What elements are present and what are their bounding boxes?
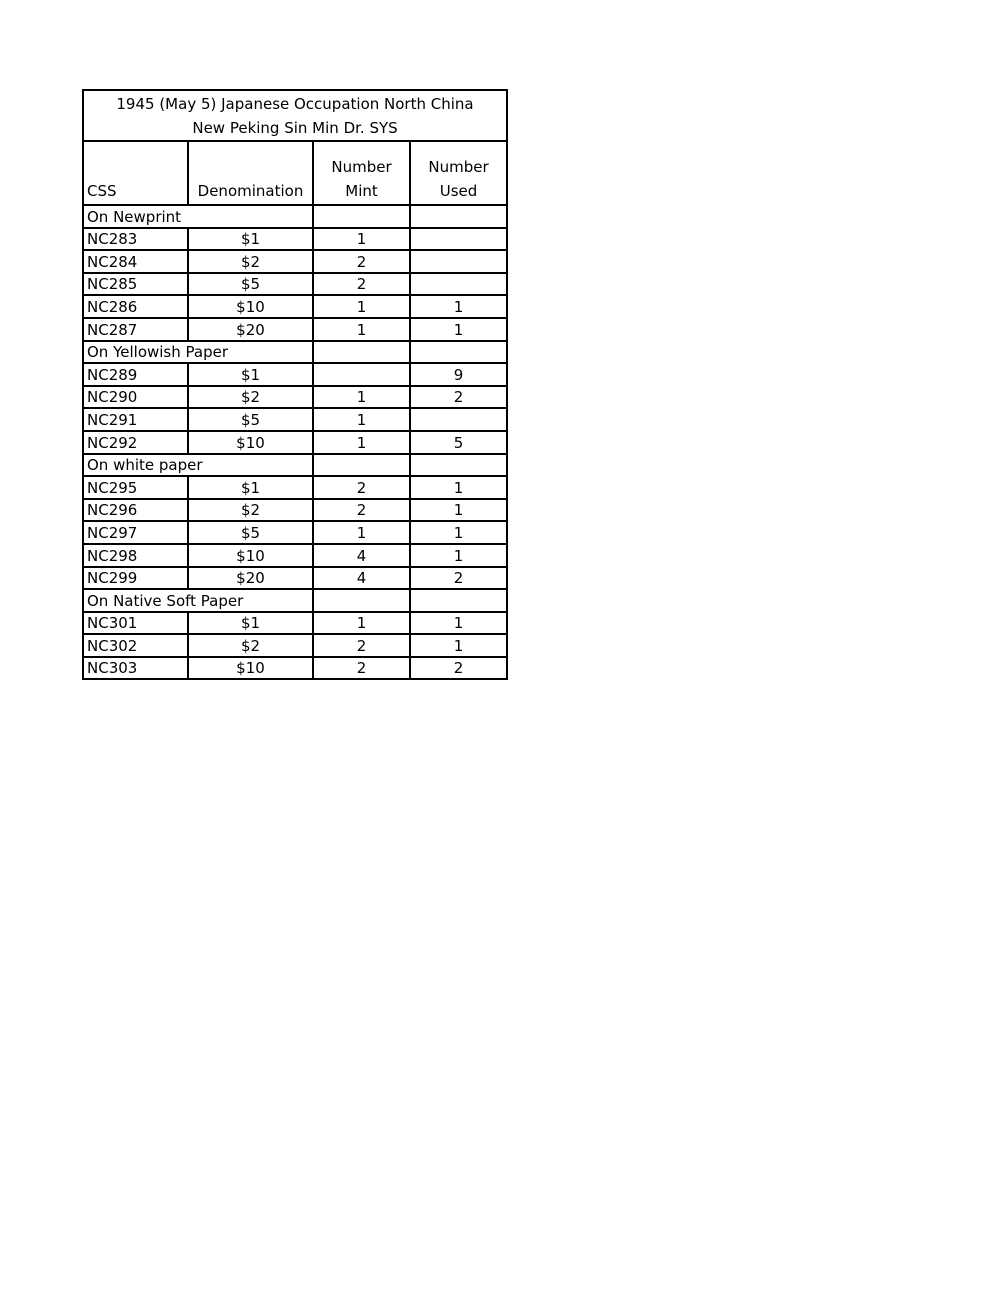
number-used <box>410 228 507 251</box>
css-number: NC298 <box>83 544 188 567</box>
denomination: $20 <box>188 567 313 590</box>
section-used-empty <box>410 205 507 228</box>
section-mint-empty <box>313 589 410 612</box>
denomination: $1 <box>188 228 313 251</box>
number-used: 5 <box>410 431 507 454</box>
css-number: NC295 <box>83 476 188 499</box>
number-used: 1 <box>410 634 507 657</box>
table-row <box>83 228 507 251</box>
denomination: $1 <box>188 363 313 386</box>
table-row <box>83 499 507 522</box>
number-used: 2 <box>410 567 507 590</box>
number-mint: 4 <box>313 544 410 567</box>
denomination: $2 <box>188 634 313 657</box>
header-row <box>83 141 507 205</box>
css-number: NC284 <box>83 250 188 273</box>
number-mint <box>313 363 410 386</box>
table-row <box>83 521 507 544</box>
table-row <box>83 386 507 409</box>
header-mint-line-2: Mint <box>345 182 378 200</box>
denomination: $10 <box>188 544 313 567</box>
table-row <box>83 250 507 273</box>
section-mint-empty <box>313 205 410 228</box>
number-mint: 1 <box>313 612 410 635</box>
stamp-inventory-table <box>82 89 508 680</box>
number-used <box>410 408 507 431</box>
css-number: NC287 <box>83 318 188 341</box>
number-used: 1 <box>410 476 507 499</box>
css-number: NC303 <box>83 657 188 680</box>
header-denomination: Denomination <box>188 141 313 205</box>
css-number: NC299 <box>83 567 188 590</box>
css-number: NC296 <box>83 499 188 522</box>
css-number: NC301 <box>83 612 188 635</box>
denomination: $5 <box>188 273 313 296</box>
table-row <box>83 318 507 341</box>
table-row <box>83 544 507 567</box>
denomination: $2 <box>188 250 313 273</box>
header-used-line-2: Used <box>439 182 478 200</box>
table-row <box>83 295 507 318</box>
number-mint: 1 <box>313 295 410 318</box>
section-used-empty <box>410 341 507 364</box>
table-row <box>83 634 507 657</box>
title-row <box>83 90 507 141</box>
number-mint: 2 <box>313 273 410 296</box>
section-label: On white paper <box>83 454 313 477</box>
number-mint: 4 <box>313 567 410 590</box>
css-number: NC291 <box>83 408 188 431</box>
number-used: 1 <box>410 544 507 567</box>
number-used <box>410 250 507 273</box>
title-line-2: New Peking Sin Min Dr. SYS <box>192 118 398 137</box>
denomination: $10 <box>188 295 313 318</box>
denomination: $2 <box>188 499 313 522</box>
table-row <box>83 431 507 454</box>
css-number: NC297 <box>83 521 188 544</box>
section-label: On Newprint <box>83 205 313 228</box>
table-row <box>83 476 507 499</box>
number-used: 2 <box>410 657 507 680</box>
section-used-empty <box>410 454 507 477</box>
number-mint: 1 <box>313 521 410 544</box>
css-number: NC290 <box>83 386 188 409</box>
number-mint: 2 <box>313 634 410 657</box>
number-used: 9 <box>410 363 507 386</box>
table-row <box>83 408 507 431</box>
number-used: 1 <box>410 318 507 341</box>
number-mint: 2 <box>313 499 410 522</box>
denomination: $2 <box>188 386 313 409</box>
denomination: $1 <box>188 612 313 635</box>
css-number: NC302 <box>83 634 188 657</box>
section-label: On Native Soft Paper <box>83 589 313 612</box>
denomination: $5 <box>188 521 313 544</box>
section-row <box>83 341 507 364</box>
number-mint: 1 <box>313 228 410 251</box>
css-number: NC283 <box>83 228 188 251</box>
title-line-1: 1945 (May 5) Japanese Occupation North China <box>116 94 474 113</box>
number-mint: 2 <box>313 657 410 680</box>
section-row <box>83 205 507 228</box>
number-used: 1 <box>410 499 507 522</box>
section-label: On Yellowish Paper <box>83 341 313 364</box>
number-used <box>410 273 507 296</box>
header-css: CSS <box>83 141 188 205</box>
number-mint: 1 <box>313 431 410 454</box>
header-used-line-1: Number <box>428 158 489 176</box>
denomination: $5 <box>188 408 313 431</box>
table-row <box>83 567 507 590</box>
number-mint: 2 <box>313 476 410 499</box>
table-row <box>83 657 507 680</box>
denomination: $10 <box>188 657 313 680</box>
number-used: 1 <box>410 295 507 318</box>
table-body <box>83 90 507 679</box>
section-mint-empty <box>313 341 410 364</box>
header-mint-line-1: Number <box>331 158 392 176</box>
number-used: 2 <box>410 386 507 409</box>
header-number-used <box>410 141 507 205</box>
css-number: NC286 <box>83 295 188 318</box>
table-row <box>83 273 507 296</box>
header-number-mint <box>313 141 410 205</box>
table-row <box>83 612 507 635</box>
section-used-empty <box>410 589 507 612</box>
number-mint: 1 <box>313 386 410 409</box>
table-title <box>83 90 507 141</box>
number-mint: 1 <box>313 408 410 431</box>
number-used: 1 <box>410 612 507 635</box>
denomination: $10 <box>188 431 313 454</box>
section-mint-empty <box>313 454 410 477</box>
css-number: NC292 <box>83 431 188 454</box>
css-number: NC285 <box>83 273 188 296</box>
section-row <box>83 454 507 477</box>
table-row <box>83 363 507 386</box>
number-mint: 1 <box>313 318 410 341</box>
css-number: NC289 <box>83 363 188 386</box>
number-used: 1 <box>410 521 507 544</box>
denomination: $1 <box>188 476 313 499</box>
number-mint: 2 <box>313 250 410 273</box>
section-row <box>83 589 507 612</box>
denomination: $20 <box>188 318 313 341</box>
